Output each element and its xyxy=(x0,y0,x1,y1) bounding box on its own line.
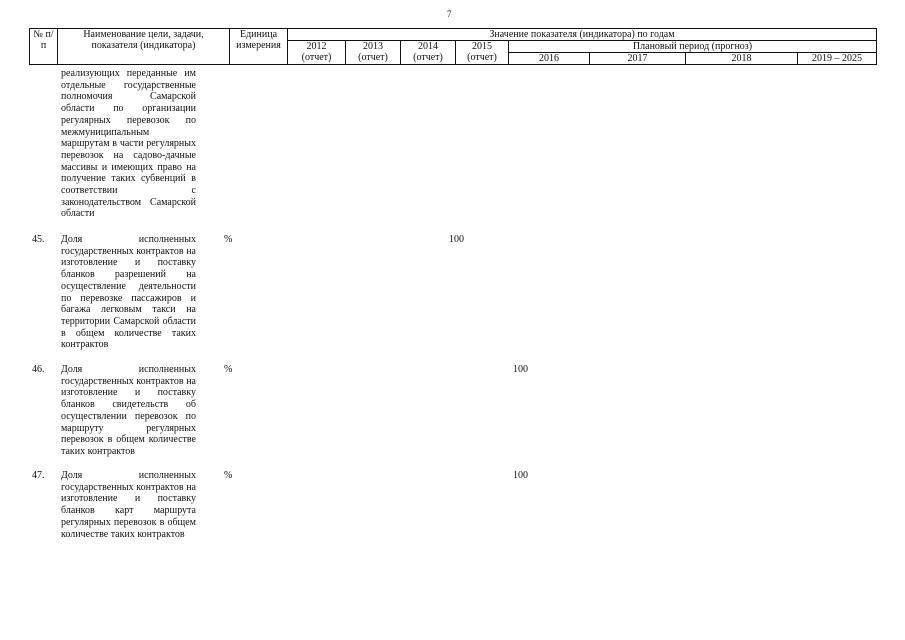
indicator-value-2016: 100 xyxy=(513,364,528,375)
row-number: 46. xyxy=(32,364,45,375)
indicator-name: Доля исполненных государственных контрактов на изготовление и поставку бланков карт маршрута регулярных перевозок в общем количестве таких контрактов xyxy=(61,470,196,540)
header-year-2013: 2013 (отчет) xyxy=(346,41,401,65)
indicator-unit: % xyxy=(224,470,233,481)
indicator-unit: % xyxy=(224,364,233,375)
header-year-2019-2025: 2019 – 2025 xyxy=(798,53,877,65)
indicator-unit: % xyxy=(224,234,233,245)
header-year-2015: 2015 (отчет) xyxy=(456,41,509,65)
header-year-2012: 2012 (отчет) xyxy=(288,41,346,65)
header-year-2017: 2017 xyxy=(590,53,686,65)
header-planned-period: Плановый период (прогноз) xyxy=(509,41,877,53)
header-year-2016: 2016 xyxy=(509,53,590,65)
indicator-name: Доля исполненных государственных контрактов на изготовление и поставку бланков разрешений на осуществление деятельности по перевозке пассажиров и багажа легковым такси на территории Самарской области в общем количестве таких контрактов xyxy=(61,234,196,351)
indicator-value-2015: 100 xyxy=(449,234,464,245)
header-unit: Единица измерения xyxy=(230,29,288,65)
header-name: Наименование цели, задачи, показателя (индикатора) xyxy=(58,29,230,65)
header-year-2014: 2014 (отчет) xyxy=(401,41,456,65)
header-num: № п/п xyxy=(30,29,58,65)
indicator-table-header xyxy=(29,28,877,65)
indicator-value-2016: 100 xyxy=(513,470,528,481)
indicator-name: Доля исполненных государственных контрактов на изготовление и поставку бланков свидетельств об осуществлении перевозок по маршруту регулярных перевозок в общем количестве таких контрактов xyxy=(61,364,196,457)
page-number: 7 xyxy=(447,9,452,19)
header-values-by-year: Значение показателя (индикатора) по годам xyxy=(288,29,877,41)
header-year-2018: 2018 xyxy=(686,53,798,65)
row-number: 45. xyxy=(32,234,45,245)
continuation-text: реализующих переданные им отдельные государственные полномочия Самарской области по организации регулярных перевозок по межмуниципальным маршрутам в части регулярных перевозок на садово-дачные массивы и имеющих право на получение таких субвенций в соответствии с законодательством Самарской области xyxy=(61,68,196,220)
row-number: 47. xyxy=(32,470,45,481)
